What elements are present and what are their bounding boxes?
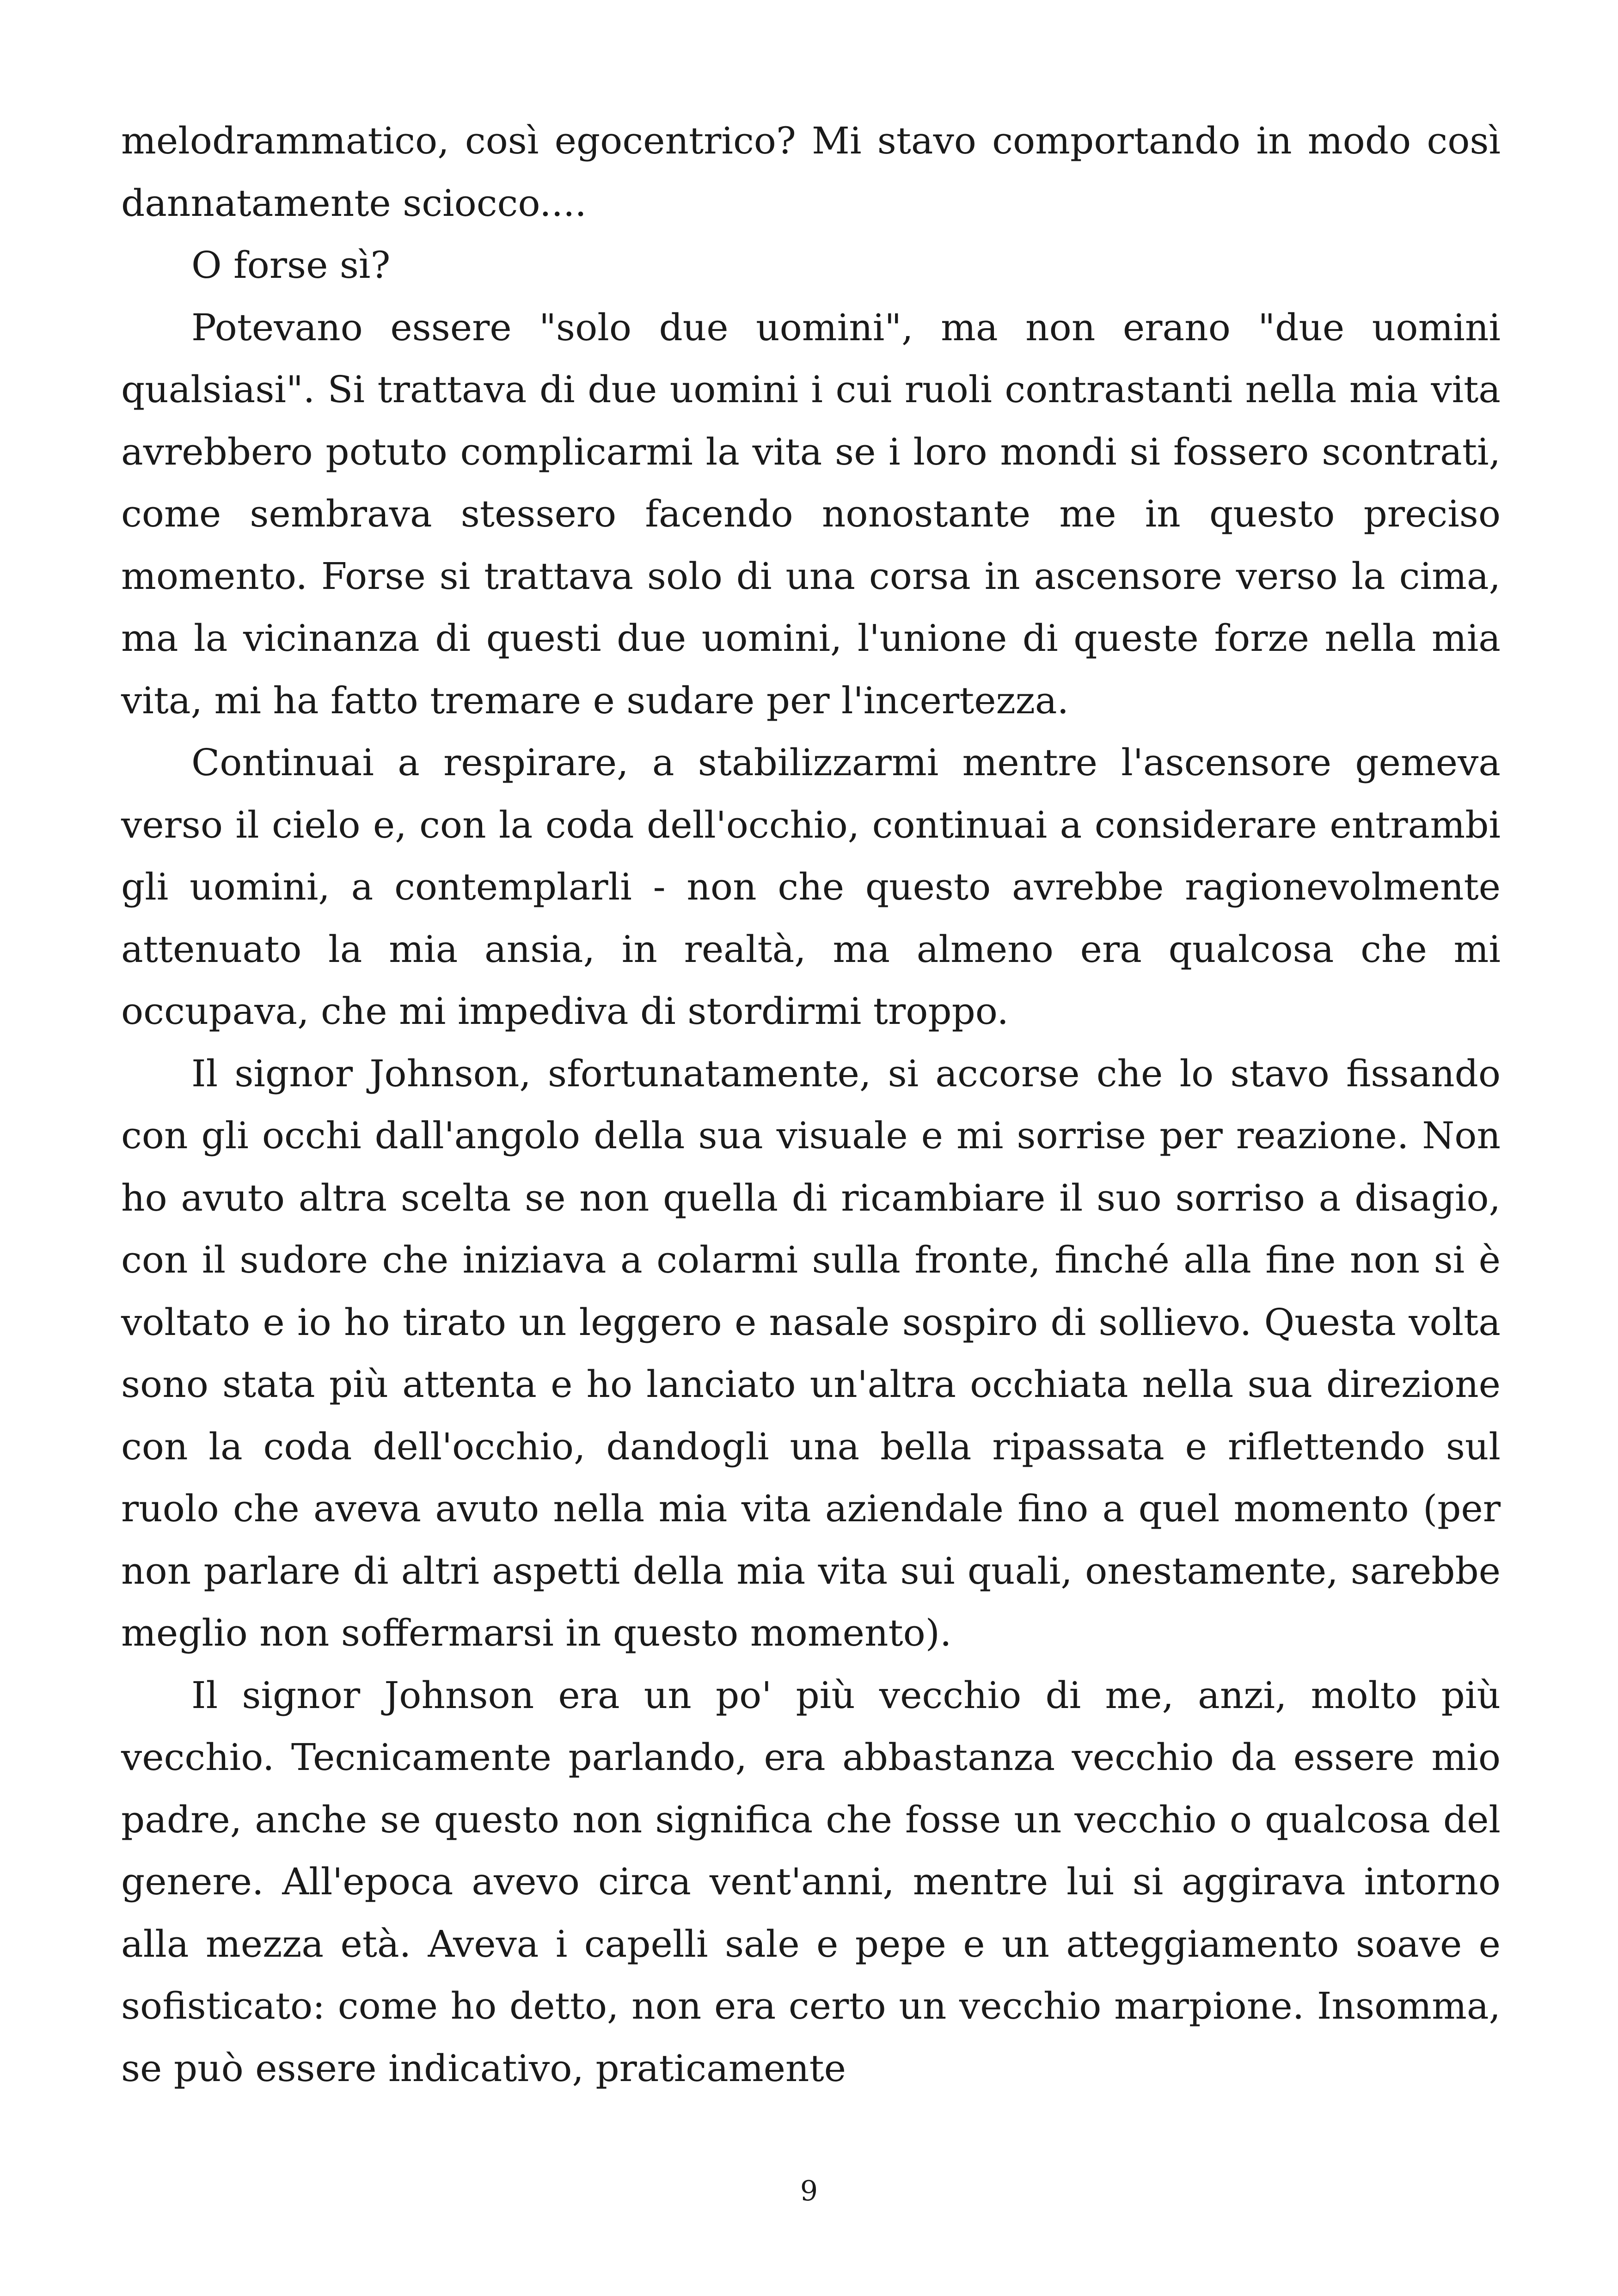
paragraph: Il signor Johnson era un po' più vecchio di me, anzi, molto più vecchio. Tecnicamente parlando, era abbastanza vecchio da essere mio padre, anche se questo non significa che fosse un vecchio o qualcosa del genere. All'epoca avevo circa vent'anni, mentre lui si aggirava intorno alla mezza età. Aveva i capelli sale e pepe e un atteggiamento soave e sofisticato: come ho detto, non era certo un vecchio marpione. Insomma, se può essere indicativo, praticamente [121,1673,1501,2090]
paragraph: Potevano essere "solo due uomini", ma non erano "due uomini qualsiasi". Si trattava di due uomini i cui ruoli contrastanti nella mia vita avrebbero potuto complicarmi la vita se i loro mondi si fossero scontrati, come sembrava stessero facendo nonostante me in questo preciso momento. Forse si trattava solo di una corsa in ascensore verso la cima, ma la vicinanza di questi due uomini, l'unione di queste forze nella mia vita, mi ha fatto tremare e sudare per l'incertezza. [121,306,1501,722]
page-number: 9 [800,2175,818,2207]
paragraph-continuation: melodrammatico, così egocentrico? Mi stavo comportando in modo così dannatamente sciocco.... [121,119,1501,225]
page-body [121,110,1501,2100]
paragraph: O forse sì? [191,244,391,287]
paragraph: Continuai a respirare, a stabilizzarmi mentre l'ascensore gemeva verso il cielo e, con la coda dell'occhio, continuai a considerare entrambi gli uomini, a contemplarli - non che questo avrebbe ragionevolmente attenuato la mia ansia, in realtà, ma almeno era qualcosa che mi occupava, che mi impediva di stordirmi troppo. [121,741,1501,1033]
paragraph: Il signor Johnson, sfortunatamente, si accorse che lo stavo fissando con gli occhi dall'angolo della sua visuale e mi sorrise per reazione. Non ho avuto altra scelta se non quella di ricambiare il suo sorriso a disagio, con il sudore che iniziava a colarmi sulla fronte, finché alla fine non si è voltato e io ho tirato un leggero e nasale sospiro di sollievo. Questa volta sono stata più attenta e ho lanciato un'altra occhiata nella sua direzione con la coda dell'occhio, dandogli una bella ripassata e riflettendo sul ruolo che aveva avuto nella mia vita aziendale fino a quel momento (per non parlare di altri aspetti della mia vita sui quali, onestamente, sarebbe meglio non soffermarsi in questo momento). [121,1052,1501,1654]
